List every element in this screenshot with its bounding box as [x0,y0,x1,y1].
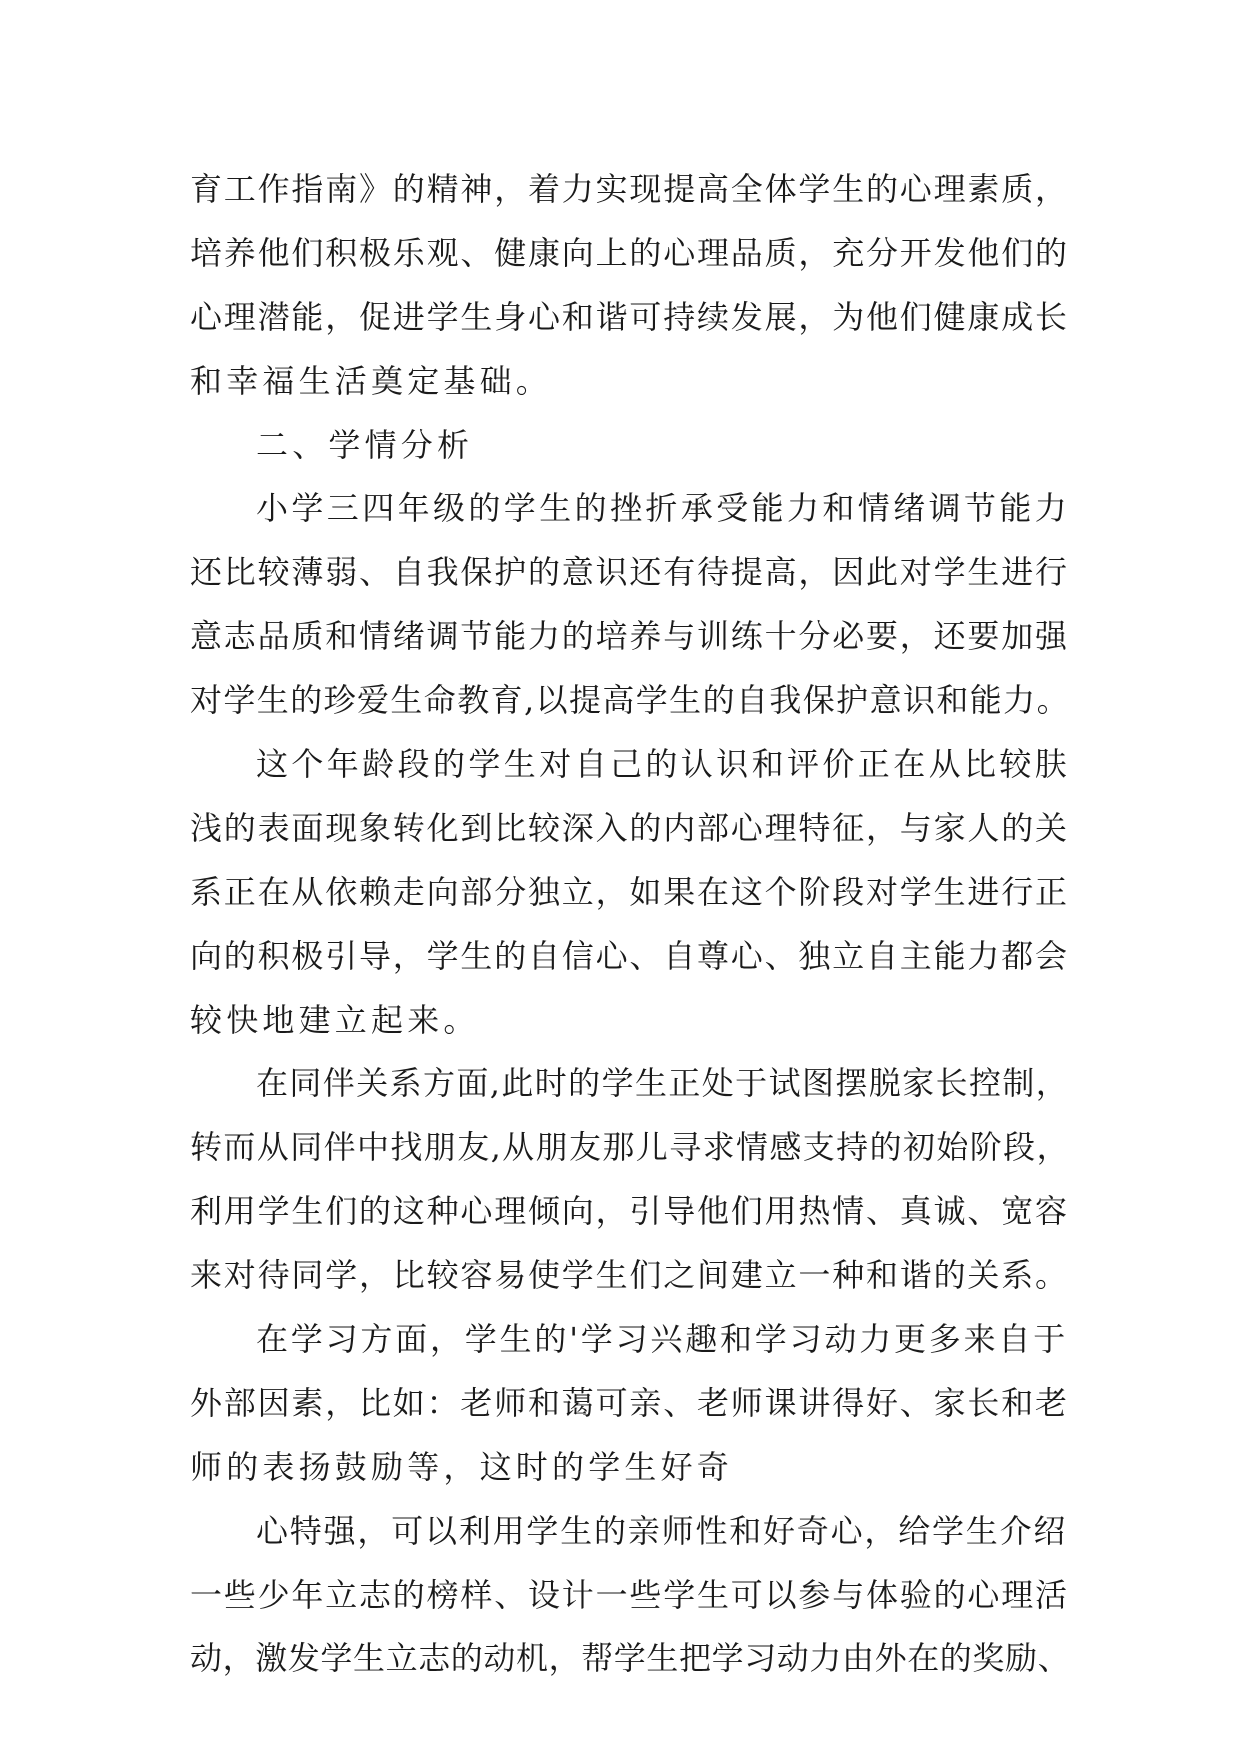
text-line: 对学生的珍爱生命教育,以提高学生的自我保护意识和能力。 [190,681,1070,720]
text-line: 系正在从依赖走向部分独立，如果在这个阶段对学生进行正 [190,872,1069,911]
text-line: 师的表扬鼓励等，这时的学生好奇 [190,1447,734,1486]
text-line: 培养他们积极乐观、健康向上的心理品质，充分开发他们的 [190,233,1069,272]
text-line: 一些少年立志的榜样、设计一些学生可以参与体验的心理活 [190,1575,1069,1614]
text-line: 小学三四年级的学生的挫折承受能力和情绪调节能力 [256,489,1071,528]
text-line: 外部因素，比如：老师和蔼可亲、老师课讲得好、家长和老 [190,1383,1069,1422]
text-line: 较快地建立起来。 [190,1000,480,1039]
text-line: 心特强，可以利用学生的亲师性和好奇心，给学生介绍 [256,1511,1068,1550]
text-line: 动，激发学生立志的动机，帮学生把学习动力由外在的奖励、 [190,1639,1071,1678]
text-line: 这个年龄段的学生对自己的认识和评价正在从比较肤 [256,745,1071,784]
text-line: 利用学生们的这种心理倾向，引导他们用热情、真诚、宽容 [190,1192,1069,1231]
text-line: 在学习方面，学生的'学习兴趣和学习动力更多来自于 [256,1320,1068,1359]
text-line: 在同伴关系方面,此时的学生正处于试图摆脱家长控制， [256,1064,1070,1103]
text-line: 和幸福生活奠定基础。 [190,361,553,400]
text-line: 还比较薄弱、自我保护的意识还有待提高，因此对学生进行 [190,553,1069,592]
text-line: 意志品质和情绪调节能力的培养与训练十分必要，还要加强 [190,617,1069,656]
text-line: 来对待同学，比较容易使学生们之间建立一种和谐的关系。 [190,1256,1069,1295]
text-line: 心理潜能，促进学生身心和谐可持续发展，为他们健康成长 [190,297,1069,336]
text-line: 向的积极引导，学生的自信心、自尊心、独立自主能力都会 [190,936,1069,975]
body-text [190,158,1070,1691]
text-line: 育工作指南》的精神，着力实现提高全体学生的心理素质， [190,170,1069,208]
text-line: 转而从同伴中找朋友,从朋友那儿寻求情感支持的初始阶段， [190,1128,1070,1167]
text-line: 浅的表面现象转化到比较深入的内部心理特征，与家人的关 [190,808,1069,847]
section-heading: 二、学情分析 [256,425,474,464]
